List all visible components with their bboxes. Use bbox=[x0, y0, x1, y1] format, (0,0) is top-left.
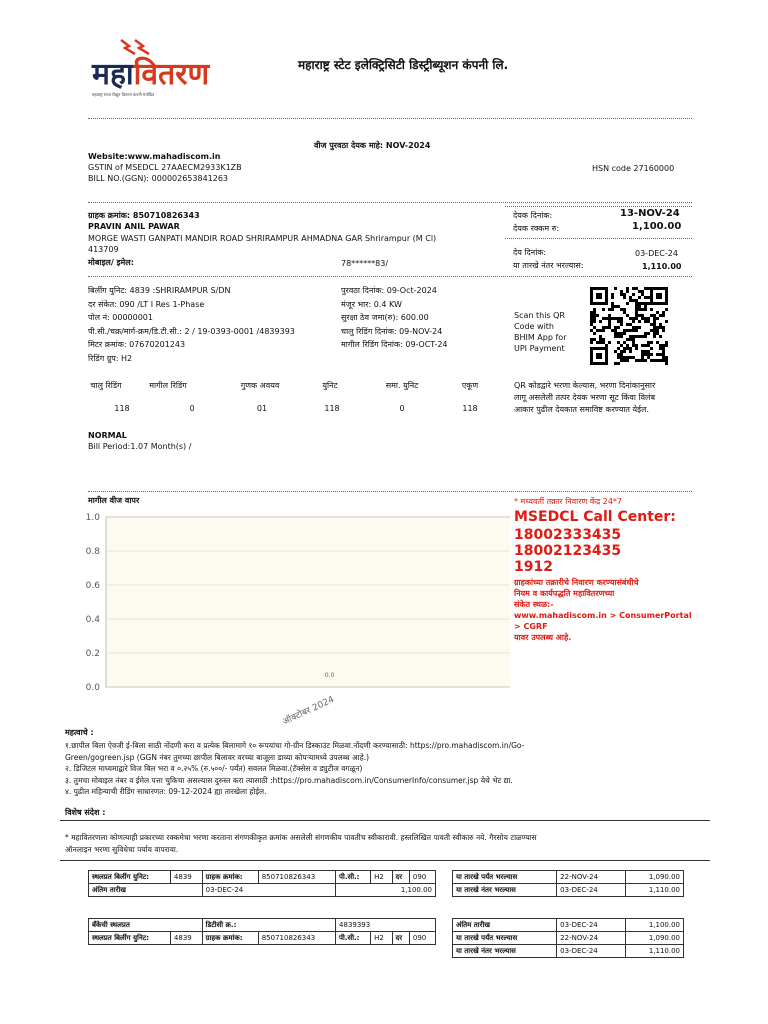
helpline-number[interactable]: 1912 bbox=[514, 559, 553, 575]
table-cell: या तारखे पर्यंत भरल्यास bbox=[453, 932, 557, 945]
bill-date-label: देयक दिनांक: bbox=[513, 211, 553, 220]
qr-note-line: QR कोडद्वारे भरणा केल्यास, भरणा दिनांकानुसार bbox=[514, 381, 656, 390]
note-line: १.छापील बिला ऐवजी ई-बिला साठी नोंदणी करा व प्रत्येक बिलामागे १० रूपयांचा गो-ग्रीन डिस्काउंट मिळवा.नोंदणी करण्यासाठी: https://pro.mahadiscom.in/Go- bbox=[65, 741, 525, 750]
meter-number: मिटर क्रमांक: 07670201243 bbox=[88, 340, 186, 349]
helpline-number[interactable]: 18002123435 bbox=[514, 543, 622, 559]
table-cell: 850710826343 bbox=[258, 871, 335, 884]
y-tick-label: 0.2 bbox=[85, 649, 100, 659]
helpline-header: * मध्यवर्ती तक्रार निवारण केंद्र 24*7 bbox=[514, 497, 623, 506]
table-cell: 1,090.00 bbox=[625, 932, 683, 945]
counterfoil-right-bottom bbox=[452, 918, 684, 958]
table-cell: दर bbox=[392, 871, 409, 884]
reading-value: 01 bbox=[256, 404, 268, 413]
table-cell: 850710826343 bbox=[258, 932, 335, 945]
bill-date: 13-NOV-24 bbox=[620, 208, 680, 219]
note-line: २. डिजिटल माध्यमाद्वारे विज बिल भरा व ०.२५% (रु.५००/- पर्यंत) सवलत मिळवा.(टॅक्सेस व ड्युटीज वगळून) bbox=[65, 764, 363, 773]
reading-header: मागील रिडिंग bbox=[149, 381, 187, 390]
table-cell: पी.सी.: bbox=[336, 932, 371, 945]
mobile-value: 78******83/ bbox=[341, 259, 389, 268]
table-cell: या तारखे नंतर भरल्यास bbox=[453, 884, 557, 897]
table-cell: या तारखे नंतर भरल्यास bbox=[453, 945, 557, 958]
qr-text-line: Code with bbox=[514, 322, 554, 331]
table-cell: ग्राहक क्रमांक: bbox=[202, 871, 258, 884]
billing-unit: बिलींग युनिट: 4839 :SHRIRAMPUR S/DN bbox=[88, 286, 231, 295]
reading-header: चालु रिडिंग bbox=[90, 381, 122, 390]
table-cell: 1,110.00 bbox=[625, 884, 683, 897]
reading-header: समा. युनिट bbox=[385, 381, 419, 390]
consumer-number: ग्राहक क्रमांक: 850710826343 bbox=[88, 211, 200, 220]
divider bbox=[505, 206, 692, 207]
special-message: विशेष संदेश : bbox=[65, 808, 106, 817]
website: Website:www.mahadiscom.in bbox=[88, 152, 221, 161]
table-row bbox=[89, 932, 436, 945]
qr-note-line: लागू असलेली तत्पर देयक भरणा सूट किंवा विलंब bbox=[514, 393, 656, 402]
divider bbox=[88, 202, 692, 203]
table-cell: 03-DEC-24 bbox=[557, 884, 626, 897]
x-tick-label: ऑक्टोबर 2024 bbox=[281, 694, 336, 728]
note-line: ४. पुढील महिन्याची रीडिंग साधारणत: 09-12-2024 ह्या तारखेला होईल. bbox=[65, 787, 267, 796]
notes-heading: महत्वाचे : bbox=[65, 728, 94, 737]
table-cell: 1,090.00 bbox=[625, 871, 683, 884]
chart-plot-area bbox=[106, 517, 510, 687]
sanctioned-load: मंजूर भार: 0.4 KW bbox=[341, 299, 402, 309]
table-row bbox=[453, 919, 684, 932]
table-cell: बँकेची स्थलप्रत bbox=[89, 919, 203, 932]
helpline-text bbox=[514, 577, 692, 643]
table-cell: दर bbox=[392, 932, 409, 945]
counterfoil-bottom bbox=[88, 918, 436, 945]
reading-value: 118 bbox=[114, 404, 130, 413]
reading-value: 0 bbox=[189, 404, 195, 413]
after-due-amount: 1,110.00 bbox=[642, 262, 682, 271]
qr-text-line: BHIM App for bbox=[514, 333, 567, 342]
due-date-label: देय दिनांक: bbox=[513, 248, 547, 257]
table-cell: 03-DEC-24 bbox=[202, 884, 335, 897]
table-cell: पी.सी.: bbox=[336, 871, 371, 884]
table-cell: 1,100.00 bbox=[336, 884, 436, 897]
qr-code[interactable] bbox=[588, 285, 670, 367]
disclaimer bbox=[65, 832, 537, 855]
table-cell: H2 bbox=[371, 932, 392, 945]
tariff-type: NORMAL bbox=[88, 431, 127, 440]
table-cell: 4839 bbox=[170, 871, 202, 884]
helpline-numbers bbox=[514, 527, 621, 575]
bill-number: BILL NO.(GGN): 000002653841263 bbox=[88, 174, 229, 183]
divider bbox=[505, 238, 692, 239]
consumer-name: PRAVIN ANIL PAWAR bbox=[88, 222, 180, 231]
table-cell: H2 bbox=[371, 871, 392, 884]
table-cell: 22-NOV-24 bbox=[557, 932, 626, 945]
table-row bbox=[89, 871, 436, 884]
amount-label: देयक रक्कम रु: bbox=[513, 224, 560, 233]
table-cell: 4839 bbox=[170, 932, 202, 945]
qr-text-line: Scan this QR bbox=[514, 311, 565, 320]
qr-scan-text bbox=[514, 310, 566, 354]
table-cell: 1,100.00 bbox=[625, 919, 683, 932]
table-cell: डिटीसी क्र.: bbox=[202, 919, 335, 932]
divider bbox=[60, 860, 710, 861]
current-reading-date: चालु रिडिंग दिनांक: 09-NOV-24 bbox=[341, 326, 443, 336]
notes-list bbox=[65, 740, 524, 798]
table-row bbox=[453, 871, 684, 884]
chart-data-label: 0.0 bbox=[324, 672, 335, 679]
divider bbox=[88, 118, 692, 119]
divider bbox=[60, 820, 710, 821]
hsn-code: HSN code 27160000 bbox=[592, 164, 675, 173]
consumption-chart bbox=[60, 490, 510, 730]
table-cell: स्थलप्रत बिलींग युनिट: bbox=[89, 871, 171, 884]
table-cell: 090 bbox=[409, 871, 435, 884]
divider bbox=[88, 276, 692, 277]
helpline-line: > CGRF bbox=[514, 622, 548, 631]
security-deposit: सुरक्षा ठेव जमा(रु): 600.00 bbox=[341, 313, 429, 322]
helpline-line: नियम व कार्यपद्धति महावितरणच्या bbox=[514, 589, 615, 598]
table-cell: या तारखे पर्यंत भरल्यास bbox=[453, 871, 557, 884]
gstin: GSTIN of MSEDCL 27AAECM2933K1ZB bbox=[88, 163, 242, 172]
counterfoil-top bbox=[88, 870, 436, 897]
table-cell: अंतिम तारीख bbox=[453, 919, 557, 932]
table-row bbox=[453, 932, 684, 945]
helpline-number[interactable]: 18002333435 bbox=[514, 527, 622, 543]
consumer-address: MORGE WASTI GANPATI MANDIR ROAD SHRIRAMPUR AHMADNA GAR Shrirampur (M Cl) bbox=[88, 234, 437, 243]
reading-header: गुणक अवयव bbox=[240, 381, 280, 390]
amount: 1,100.00 bbox=[632, 221, 682, 232]
supply-date: पुरवठा दिनांक: 09-Oct-2024 bbox=[341, 286, 437, 295]
reading-value: 0 bbox=[399, 404, 405, 413]
logo-tagline: महाराष्ट्र राज्य विद्युत वितरण कंपनी मर्यादित bbox=[92, 92, 155, 97]
pc-route: पी.सी./चक्र/मार्ग-क्रम/डि.टी.सी.: 2 / 19-0393-0001 /4839393 bbox=[88, 326, 295, 336]
reading-value: 118 bbox=[462, 404, 478, 413]
table-cell: 1,110.00 bbox=[625, 945, 683, 958]
logo-accent: वितरण bbox=[133, 57, 210, 92]
table-row bbox=[453, 945, 684, 958]
details-right bbox=[341, 284, 448, 352]
qr-text-line: UPI Payment bbox=[514, 344, 565, 353]
counterfoil-right-top bbox=[452, 870, 684, 897]
helpline-link[interactable]: www.mahadiscom.in > ConsumerPortal bbox=[514, 611, 692, 620]
after-due-label: या तारखे नंतर भरल्यास: bbox=[513, 261, 584, 270]
details-left bbox=[88, 284, 295, 365]
table-cell: ग्राहक क्रमांक: bbox=[202, 932, 258, 945]
y-tick-label: 0.6 bbox=[85, 581, 100, 591]
y-tick-label: 0.4 bbox=[85, 615, 100, 625]
y-tick-label: 1.0 bbox=[85, 513, 100, 523]
table-row bbox=[453, 884, 684, 897]
reading-value: 118 bbox=[324, 404, 340, 413]
note-line: ३. तुमचा मोबाइल नंबर व ईमेल पत्ता चुकिचा असल्यास दुरुस्त करा त्यासाठी :https://pro.mahadiscom.in/ConsumerInfo/consumer.jsp येथे भेट द्या. bbox=[65, 775, 513, 785]
reading-group: रिडिंग ग्रुप: H2 bbox=[88, 353, 133, 363]
table-cell: 090 bbox=[409, 932, 435, 945]
table-cell: 03-DEC-24 bbox=[557, 945, 626, 958]
bill-month: वीज पुरवठा देयक माहे: NOV-2024 bbox=[314, 141, 431, 150]
company-name: महाराष्ट्र स्टेट इलेक्ट्रिसिटी डिस्ट्रीब्यूशन कंपनी लि. bbox=[298, 58, 509, 72]
note-line: Green/gogreen.jsp (GGN नंबर तुमच्या छापील बिलावर वरच्या बाजूला डाव्या कोपऱ्यामध्ये उपलब्ध आहे.) bbox=[65, 752, 370, 762]
reading-header: युनिट bbox=[322, 381, 338, 390]
qr-note-line: आकार पुढील देयकात समाविष्ट करण्यात येईल. bbox=[514, 405, 650, 414]
helpline-line: संकेत स्थळ:- bbox=[514, 600, 554, 609]
disclaimer-line: ऑनलाइन भरणा सुविधेचा पर्याय वापरावा. bbox=[65, 844, 179, 854]
table-row bbox=[89, 919, 436, 932]
bill-period: Bill Period:1.07 Month(s) / bbox=[88, 442, 192, 451]
logo-main: महा bbox=[92, 57, 134, 92]
y-tick-label: 0.8 bbox=[85, 547, 100, 557]
due-date: 03-DEC-24 bbox=[635, 249, 678, 258]
previous-reading-date: मागील रिडिंग दिनांक: 09-OCT-24 bbox=[341, 340, 448, 349]
tariff-code: दर संकेत: 090 /LT I Res 1-Phase bbox=[88, 299, 205, 309]
table-cell: अंतिम तारीख bbox=[89, 884, 203, 897]
pole-number: पोल नं: 00000001 bbox=[88, 313, 153, 322]
table-cell: 03-DEC-24 bbox=[557, 919, 626, 932]
consumer-pincode: 413709 bbox=[88, 245, 119, 254]
table-row bbox=[89, 884, 436, 897]
qr-note bbox=[514, 380, 655, 416]
disclaimer-line: * महावितरणला कोणत्याही प्रकारच्या रक्कमेचा भरणा करताना संगणकीकृत क्रमांक असलेली संगणकीय पावतीच स्वीकारावी. हस्तलिखित पावती स्वीकारु नये. गैरसोय टाळण्यास bbox=[65, 833, 537, 842]
helpline-line: ग्राहकांच्या तक्रारीचे निवारण करण्यासंबंधीचे bbox=[514, 578, 639, 587]
helpline-title: MSEDCL Call Center: bbox=[514, 509, 676, 525]
helpline-line: यावर उपलब्ध आहे. bbox=[514, 633, 572, 642]
table-cell: 4839393 bbox=[336, 919, 436, 932]
table-cell: स्थलप्रत बिलींग युनिट: bbox=[89, 932, 171, 945]
chart-title: मागील वीज वापर bbox=[88, 496, 140, 505]
y-tick-label: 0.0 bbox=[85, 683, 100, 693]
mobile-label: मोबाइल/ इमेल: bbox=[88, 258, 134, 267]
reading-header: एकूण bbox=[461, 381, 479, 390]
table-cell: 22-NOV-24 bbox=[557, 871, 626, 884]
